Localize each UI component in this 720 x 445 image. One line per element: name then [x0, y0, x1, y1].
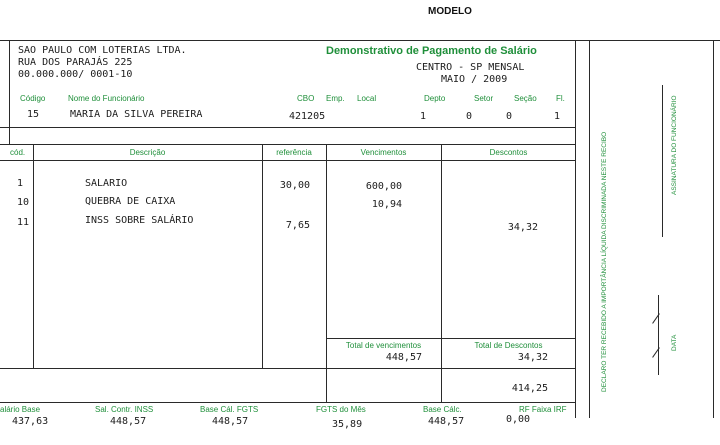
- page-title: MODELO: [428, 6, 472, 17]
- table-top-line-2: [0, 144, 576, 145]
- document-location: CENTRO - SP MENSAL: [416, 62, 525, 73]
- footer-label-sal-contr-inss: Sal. Contr. INSS: [95, 405, 154, 414]
- footer-value-fgts-mes: 35,89: [332, 419, 363, 430]
- total-descontos-label: Total de Descontos: [474, 341, 543, 350]
- label-depto: Depto: [424, 94, 446, 103]
- header-descontos: Descontos: [489, 148, 528, 157]
- footer-label-salario-base: alário Base: [0, 405, 41, 414]
- cell-referencia: 7,65: [285, 220, 310, 231]
- company-name: SAO PAULO COM LOTERIAS LTDA.: [18, 45, 187, 56]
- total-vencimentos-label: Total de vencimentos: [345, 341, 422, 350]
- cell-descricao: SALARIO: [85, 178, 128, 189]
- table-header-line: [0, 160, 576, 161]
- table-body-bottom-line: [0, 368, 576, 369]
- cell-vencimentos: 10,94: [371, 199, 402, 210]
- frame-receipt-line: [589, 40, 590, 418]
- table-liquido-line: [0, 402, 576, 403]
- cell-descontos: 34,32: [507, 222, 538, 233]
- table-top-line: [0, 127, 576, 128]
- cell-cod: 11: [17, 217, 30, 228]
- company-cnpj: 00.000.000/ 0001-10: [18, 69, 133, 80]
- footer-value-irrf: 0,00: [506, 414, 531, 425]
- footer-value-base-calc-fgts: 448,57: [212, 416, 249, 427]
- frame-right-line: [713, 40, 714, 418]
- footer-value-base-calc: 448,57: [428, 416, 465, 427]
- footer-label-fgts-mes: FGTS do Mês: [316, 405, 366, 414]
- receipt-declaration: DECLARO TER RECEBIDO A IMPORTÂNCIA LÍQUIDA DISCRIMINADA NESTE RECIBO: [601, 131, 608, 392]
- document-heading: Demonstrativo de Pagamento de Salário: [326, 45, 537, 57]
- label-secao: Seção: [514, 94, 537, 103]
- frame-top-line: [0, 40, 720, 41]
- total-descontos-value: 34,32: [517, 352, 548, 363]
- label-fl: Fl.: [556, 94, 565, 103]
- label-setor: Setor: [474, 94, 494, 103]
- header-descricao: Descrição: [129, 148, 166, 157]
- frame-left-line: [9, 40, 10, 144]
- table-totals-mid-line: [326, 338, 576, 339]
- cell-cod: 1: [17, 178, 24, 189]
- employee-setor: 0: [466, 111, 473, 122]
- date-line: [658, 295, 659, 375]
- header-referencia: referência: [276, 148, 312, 157]
- cell-descricao: QUEBRA DE CAIXA: [85, 196, 176, 207]
- employee-cbo: 421205: [289, 111, 326, 122]
- employee-name: MARIA DA SILVA PEREIRA: [70, 109, 203, 120]
- footer-value-salario-base: 437,63: [12, 416, 49, 427]
- cell-vencimentos: 600,00: [365, 181, 402, 192]
- label-cbo: CBO: [297, 94, 315, 103]
- employee-secao: 0: [506, 111, 513, 122]
- cell-descricao: INSS SOBRE SALÁRIO: [85, 215, 194, 226]
- header-cod: cód.: [10, 148, 26, 157]
- label-local: Local: [357, 94, 377, 103]
- footer-label-base-calc-fgts: Base Cál. FGTS: [200, 405, 259, 414]
- employee-code: 15: [27, 109, 40, 120]
- footer-value-sal-contr-inss: 448,57: [110, 416, 147, 427]
- employee-depto: 1: [420, 111, 427, 122]
- header-vencimentos: Vencimentos: [360, 148, 407, 157]
- signature-line: [662, 85, 663, 237]
- label-emp: Emp.: [326, 94, 345, 103]
- label-name: Nome do Funcionário: [68, 94, 145, 103]
- table-row: [0, 215, 576, 233]
- company-address: RUA DOS PARAJÁS 225: [18, 57, 133, 68]
- receipt-signature-label: ASSINATURA DO FUNCIONÁRIO: [671, 95, 678, 195]
- footer-label-base-calc: Base Cálc.: [423, 405, 462, 414]
- document-period: MAIO / 2009: [441, 74, 508, 85]
- total-vencimentos-value: 448,57: [385, 352, 422, 363]
- employee-fl: 1: [554, 111, 561, 122]
- label-code: Código: [20, 94, 46, 103]
- liquido-value: 414,25: [511, 383, 548, 394]
- table-row: [0, 178, 576, 192]
- cell-referencia: 30,00: [279, 180, 310, 191]
- footer-label-irrf: RF Faixa IRF: [519, 405, 567, 414]
- table-row: [0, 197, 576, 211]
- cell-cod: 10: [17, 197, 30, 208]
- receipt-date-label: DATA: [671, 334, 678, 351]
